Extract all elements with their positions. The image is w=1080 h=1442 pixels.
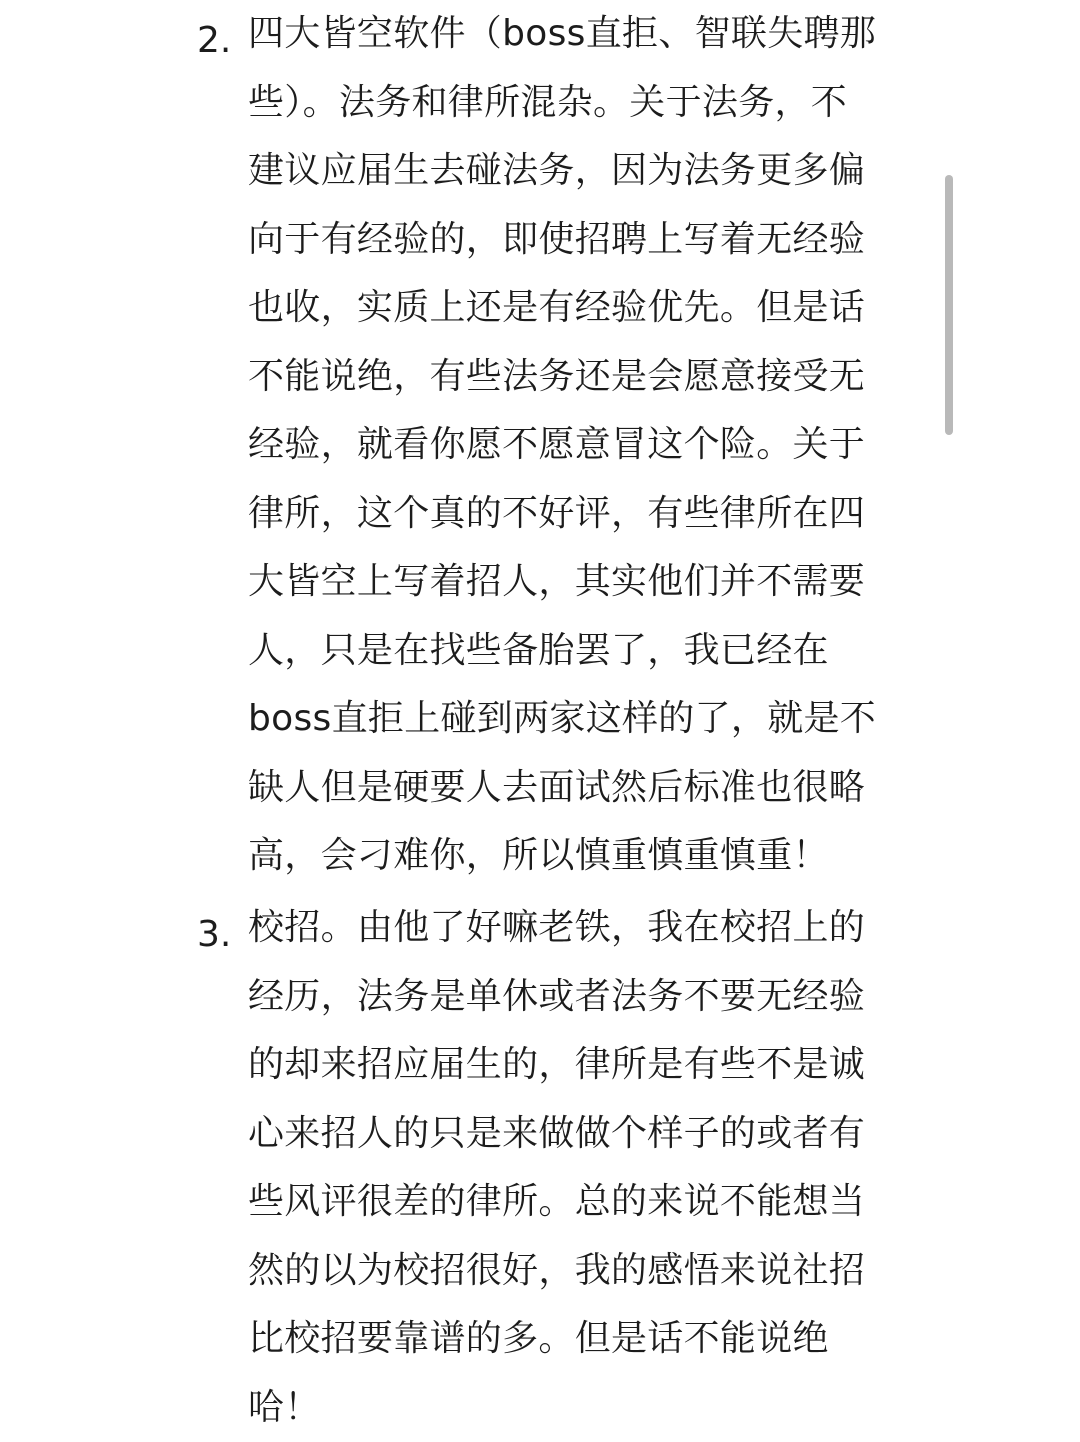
list-item-number: 3. [197,901,231,970]
text-line: 建议应届生去碰法务，因为法务更多偏 [248,137,908,206]
text-line: 律所，这个真的不好评，有些律所在四 [248,480,908,549]
list-item-number: 2. [197,7,231,76]
text-line: 经历，法务是单休或者法务不要无经验 [248,963,908,1032]
text-line: 高，会刁难你，所以慎重慎重慎重！ [248,822,908,891]
text-line: 心来招人的只是来做做个样子的或者有 [248,1100,908,1169]
text-line: 大皆空上写着招人，其实他们并不需要 [248,548,908,617]
text-line: 经验，就看你愿不愿意冒这个险。关于 [248,411,908,480]
text-line: 向于有经验的，即使招聘上写着无经验 [248,206,908,275]
text-line: 四大皆空软件（boss直拒、智联失聘那 [248,0,908,69]
text-line: 些风评很差的律所。总的来说不能想当 [248,1168,908,1237]
text-line: 人，只是在找些备胎罢了，我已经在 [248,617,908,686]
text-line: 不能说绝，有些法务还是会愿意接受无 [248,343,908,412]
list-item-text [248,894,908,1442]
text-line: 些）。法务和律所混杂。关于法务，不 [248,69,908,138]
text-line: 哈！ [248,1374,908,1442]
text-line: 校招。由他了好嘛老铁，我在校招上的 [248,894,908,963]
text-line: 的却来招应届生的，律所是有些不是诚 [248,1031,908,1100]
text-line: 也收，实质上还是有经验优先。但是话 [248,274,908,343]
scrollbar-thumb[interactable] [945,175,953,435]
text-line: 缺人但是硬要人去面试然后标准也很略 [248,754,908,823]
list-item-text [248,0,908,891]
text-line: 比校招要靠谱的多。但是话不能说绝 [248,1305,908,1374]
text-line: 然的以为校招很好，我的感悟来说社招 [248,1237,908,1306]
text-line: boss直拒上碰到两家这样的了，就是不 [248,685,908,754]
